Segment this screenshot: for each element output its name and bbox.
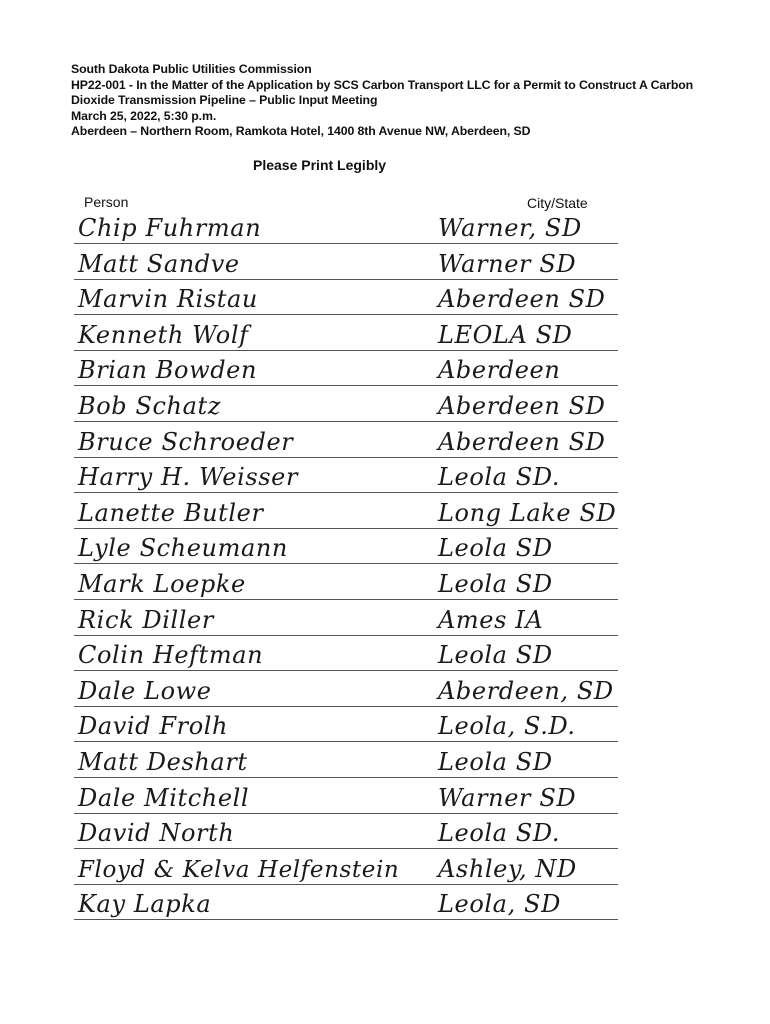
sign-in-row bbox=[0, 560, 770, 600]
person-signature: Mark Loepke bbox=[78, 570, 246, 598]
header-meeting-type: Dioxide Transmission Pipeline – Public Input Meeting bbox=[71, 93, 378, 107]
city-state-entry: Aberdeen bbox=[438, 356, 561, 384]
sign-in-row bbox=[0, 453, 770, 493]
city-state-entry: Warner, SD bbox=[438, 214, 582, 242]
city-state-entry: Leola SD bbox=[438, 748, 553, 776]
sign-in-row bbox=[0, 524, 770, 564]
person-signature: David North bbox=[78, 819, 235, 847]
person-signature: David Frolh bbox=[78, 712, 229, 740]
city-state-entry: Leola SD bbox=[438, 570, 553, 598]
person-signature: Lanette Butler bbox=[78, 499, 264, 527]
city-state-entry: Warner SD bbox=[438, 784, 577, 812]
sign-in-row bbox=[0, 346, 770, 386]
person-signature: Bob Schatz bbox=[78, 392, 222, 420]
sign-in-row bbox=[0, 596, 770, 636]
person-signature: Dale Mitchell bbox=[78, 784, 250, 812]
city-state-entry: Aberdeen, SD bbox=[438, 677, 614, 705]
sign-in-row bbox=[0, 774, 770, 814]
city-state-entry: Leola, S.D. bbox=[438, 712, 576, 740]
sign-in-row bbox=[0, 418, 770, 458]
city-state-entry: Leola SD. bbox=[438, 819, 561, 847]
person-signature: Floyd & Kelva Helfenstein bbox=[78, 857, 400, 883]
sign-in-row bbox=[0, 702, 770, 742]
person-signature: Matt Deshart bbox=[78, 748, 248, 776]
person-signature: Rick Diller bbox=[78, 606, 214, 634]
sign-in-row bbox=[0, 809, 770, 849]
sign-in-row bbox=[0, 880, 770, 920]
header-commission: South Dakota Public Utilities Commission bbox=[71, 62, 312, 76]
print-legibly-instruction: Please Print Legibly bbox=[253, 157, 387, 173]
sign-in-row bbox=[0, 845, 770, 885]
sign-in-row bbox=[0, 240, 770, 280]
person-signature: Colin Heftman bbox=[78, 641, 264, 669]
city-state-entry: Ashley, ND bbox=[438, 855, 577, 883]
sign-in-row bbox=[0, 489, 770, 529]
city-state-entry: Aberdeen SD bbox=[438, 428, 606, 456]
sign-in-row bbox=[0, 667, 770, 707]
person-signature: Brian Bowden bbox=[78, 356, 258, 384]
sign-in-row bbox=[0, 311, 770, 351]
sign-in-row bbox=[0, 204, 770, 244]
person-signature: Harry H. Weisser bbox=[78, 463, 299, 491]
person-signature: Bruce Schroeder bbox=[78, 428, 294, 456]
column-header-person: Person bbox=[84, 194, 129, 210]
header-date: March 25, 2022, 5:30 p.m. bbox=[71, 108, 217, 123]
header-location: Aberdeen – Northern Room, Ramkota Hotel, 1400 8th Avenue NW, Aberdeen, SD bbox=[71, 124, 531, 138]
person-signature: Kay Lapka bbox=[78, 890, 212, 918]
row-line bbox=[74, 919, 618, 920]
city-state-entry: Aberdeen SD bbox=[438, 392, 606, 420]
city-state-entry: Leola SD. bbox=[438, 463, 561, 491]
city-state-entry: Leola SD bbox=[438, 641, 553, 669]
city-state-entry: Aberdeen SD bbox=[438, 285, 606, 313]
city-state-entry: Leola SD bbox=[438, 534, 553, 562]
person-signature: Matt Sandve bbox=[78, 250, 240, 278]
city-state-entry: Leola, SD bbox=[438, 890, 561, 918]
sign-in-row bbox=[0, 275, 770, 315]
sign-in-row bbox=[0, 382, 770, 422]
city-state-entry: Ames IA bbox=[438, 606, 544, 634]
sign-in-row bbox=[0, 738, 770, 778]
person-signature: Kenneth Wolf bbox=[78, 321, 249, 349]
city-state-entry: LEOLA SD bbox=[438, 321, 573, 349]
sign-in-row bbox=[0, 631, 770, 671]
header-docket: HP22-001 - In the Matter of the Application by SCS Carbon Transport LLC for a Permit to Construct A Carbon bbox=[71, 77, 694, 92]
person-signature: Dale Lowe bbox=[78, 677, 212, 705]
column-header-city-state: City/State bbox=[527, 195, 588, 211]
city-state-entry: Warner SD bbox=[438, 250, 577, 278]
person-signature: Chip Fuhrman bbox=[78, 214, 262, 242]
city-state-entry: Long Lake SD bbox=[438, 499, 617, 527]
person-signature: Lyle Scheumann bbox=[78, 534, 288, 562]
person-signature: Marvin Ristau bbox=[78, 285, 258, 313]
